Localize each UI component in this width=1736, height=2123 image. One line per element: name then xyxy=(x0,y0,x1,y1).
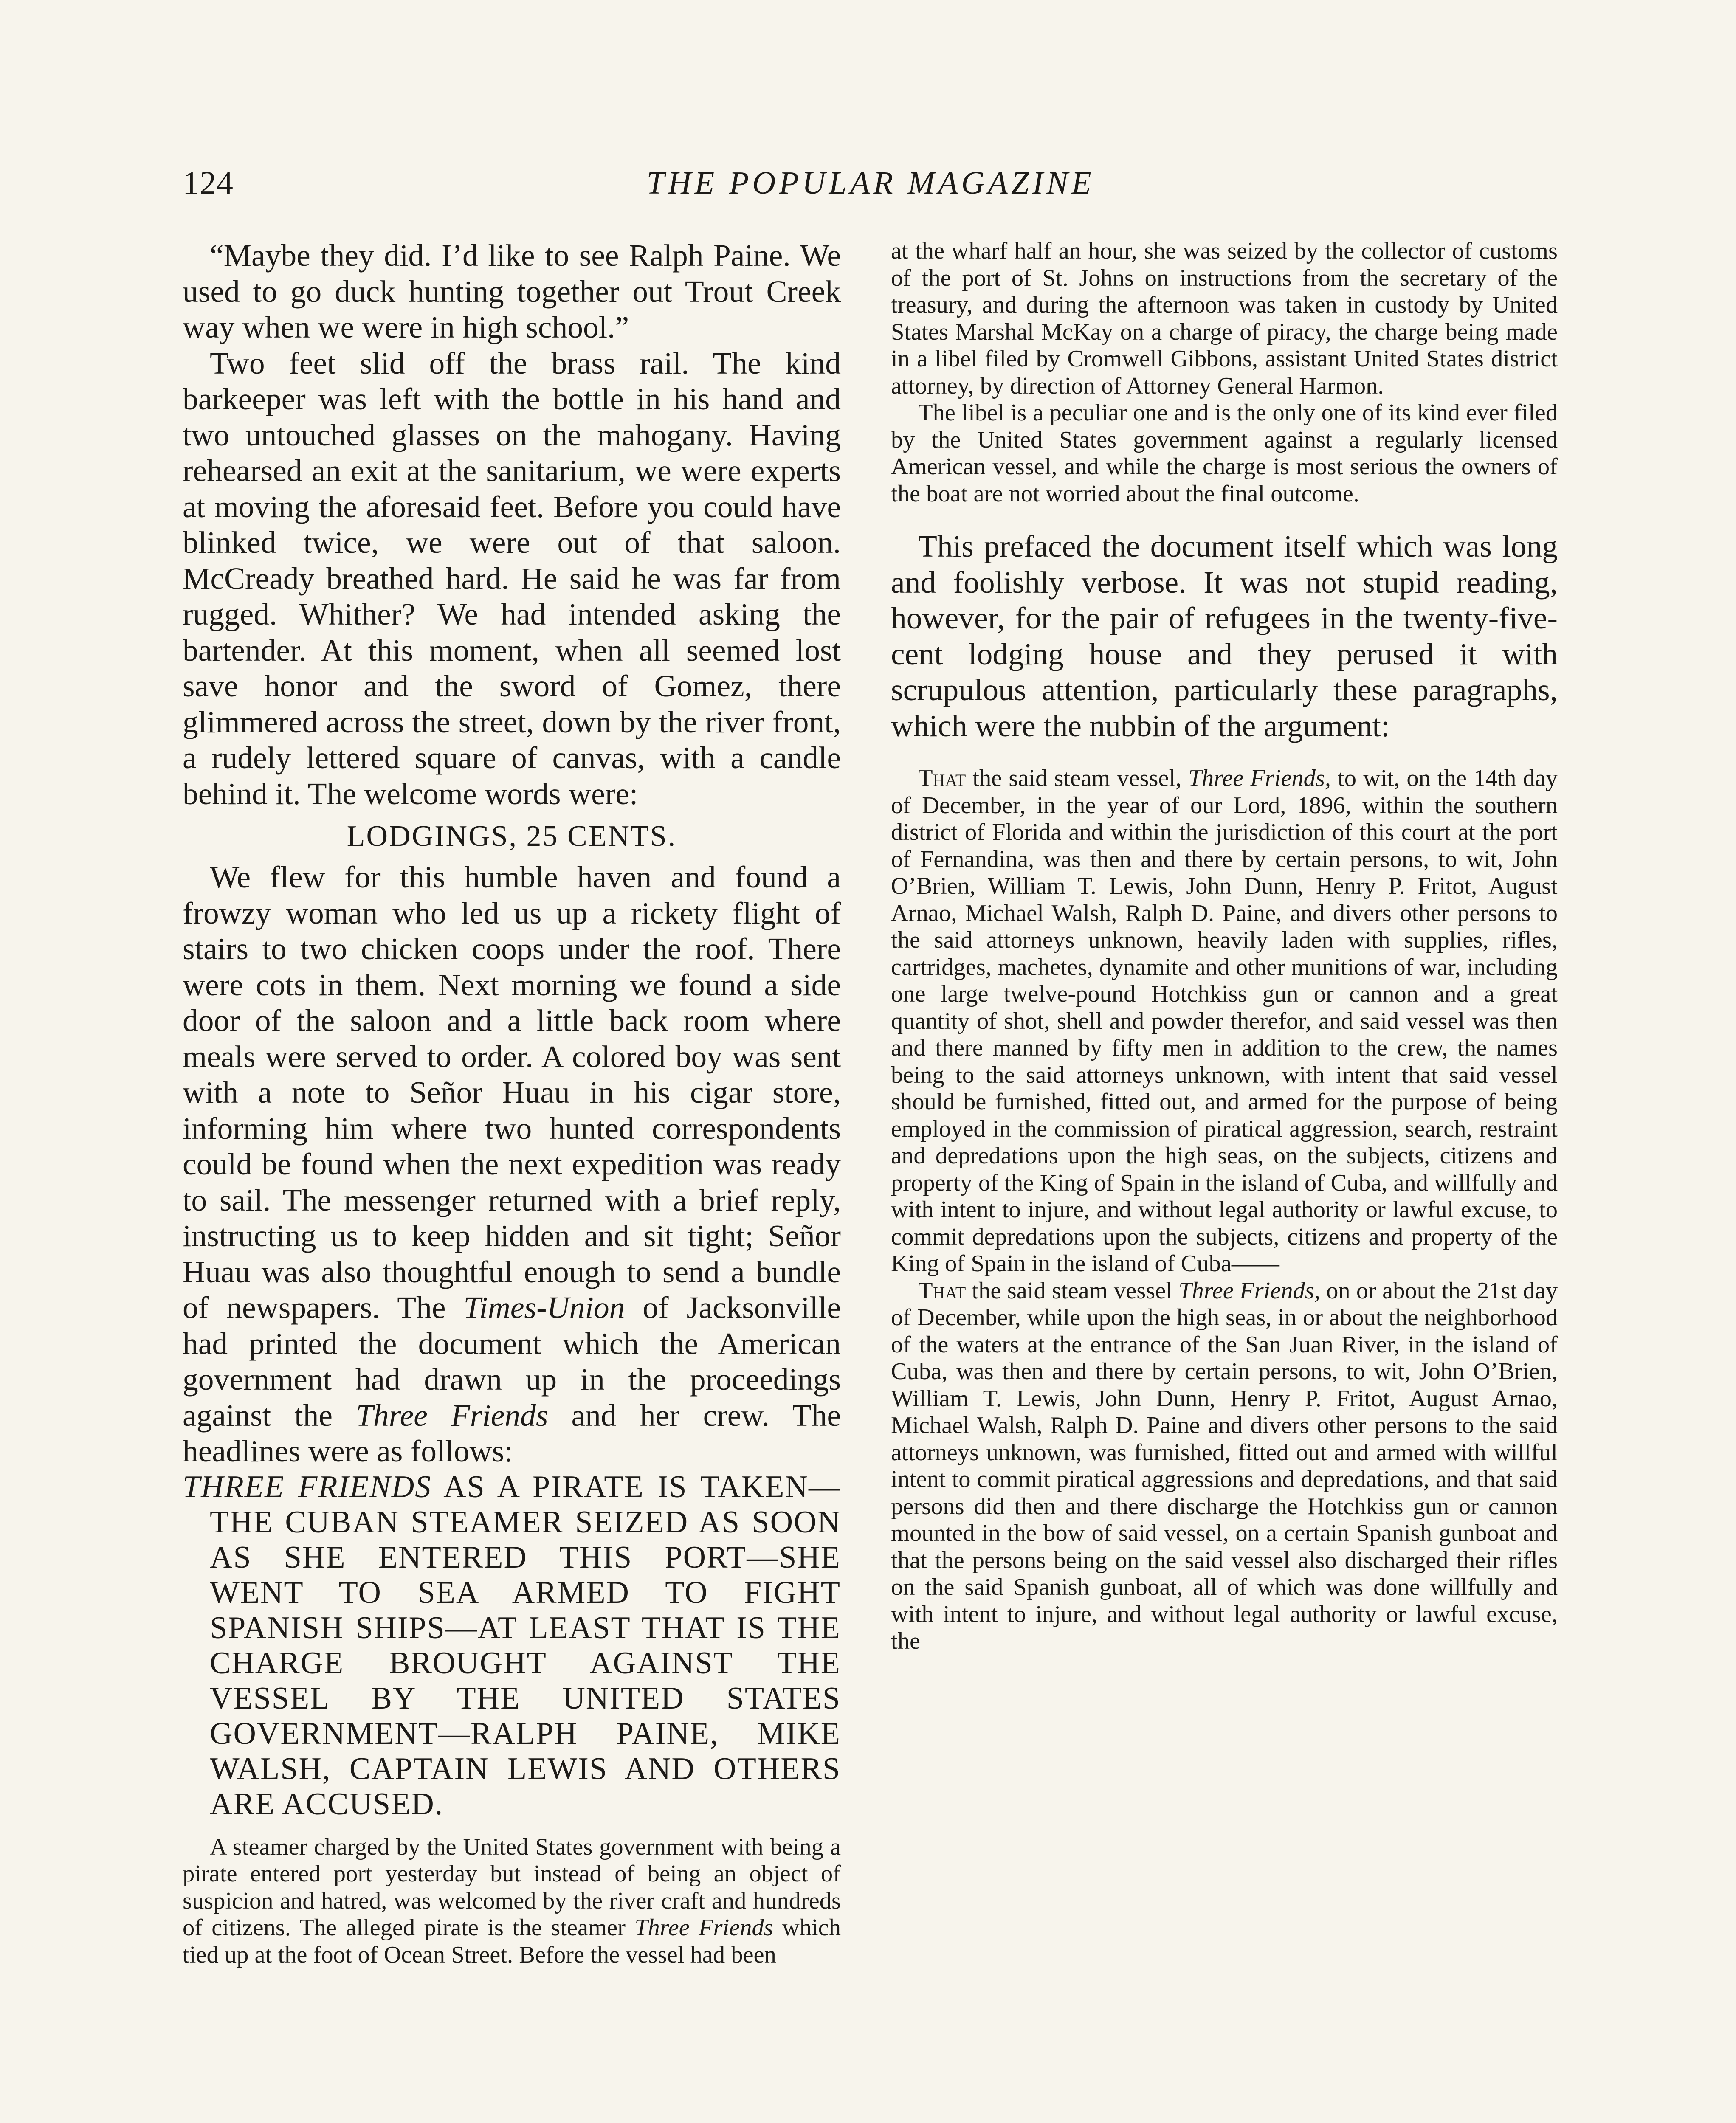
legal-paragraph-second: That the said steam vessel Three Friends, on or about the 21st day of December, while upon the high seas, in or about the neighborhood of the waters at the entrance of the San Juan River, in the island of Cuba, was then and there by certain persons, to wit, John O’Brien, William T. Lewis, John Dunn, Henry P. Fritot, August Arnao, Michael Walsh, Ralph D. Paine and divers other persons to the said attorneys unknown, was furnished, fitted out and armed with willful intent to commit piratical aggressions and depredations, and that said persons did then and there discharge the Hotchkiss gun or cannon mounted in the bow of said vessel, on a certain Spanish gunboat and that the persons being on the said vessel also discharged their rifles on the said Spanish gunboat, all of which was done willfully and with intent to injure, and without legal authority or lawful excuse, the xyxy=(891,1277,1558,1654)
that-word: That xyxy=(918,1277,966,1304)
left-column xyxy=(183,238,841,1968)
ship-name: Three Friends xyxy=(634,1915,773,1941)
page-number: 124 xyxy=(183,164,234,201)
ship-name: Three Friends, xyxy=(1178,1277,1320,1304)
magazine-title: THE POPULAR MAGAZINE xyxy=(646,165,1095,201)
right-column xyxy=(891,238,1558,1655)
newspaper-name: Times-Union xyxy=(463,1290,625,1325)
libel-paragraph: The libel is a peculiar one and is the only one of its kind ever filed by the United States government against a regularly licensed American vessel, and while the charge is most serious the owners of the boat are not worried about the final outcome. xyxy=(891,400,1558,507)
ship-name: Three Friends, xyxy=(1188,765,1331,791)
headline-ship-name: THREE FRIENDS xyxy=(183,1469,432,1504)
preface-paragraph: This prefaced the document itself which was long and foolishly verbose. It was not stupid reading, however, for the pair of refugees in the twenty-five-cent lodging house and they perused it with scrupulous attention, particularly these paragraphs, which were the nubbin of the argument: xyxy=(891,529,1558,743)
lodgings-sign: LODGINGS, 25 CENTS. xyxy=(347,820,677,853)
dialogue-paragraph: “Maybe they did. I’d like to see Ralph Paine. We used to go duck hunting together out Trout Creek way when we were in high school.” xyxy=(183,238,841,344)
legal-paragraph-first: That the said steam vessel, Three Friends, to wit, on the 14th day of December, in the year of our Lord, 1896, within the southern district of Florida and within the jurisdiction of this court at the port of Fernandina, was then and there by certain persons, to wit, John O’Brien, William T. Lewis, John Dunn, Henry P. Fritot, August Arnao, Michael Walsh, Ralph D. Paine, and divers other persons to the said attorneys unknown, heavily laden with supplies, rifles, cartridges, machetes, dynamite and other munitions of war, including one large twelve-pound Hotchkiss gun or cannon and a great quantity of shot, shell and powder therefor, and said vessel was then and there manned by fifty men in addition to the crew, the names being to the said attorneys unknown, with intent that said vessel should be furnished, fitted out, and armed for the purpose of being employed in the commission of piratical aggression, search, restraint and depredations upon the high seas, on the subjects, citizens and property of the King of Spain in the island of Cuba, and willfully and with intent to injure, and without legal authority or lawful excuse, to commit depredations upon the subjects, citizens and property of the King of Spain in the island of Cuba—— xyxy=(891,765,1558,1277)
that-word: That xyxy=(918,765,966,791)
lodging-paragraph: We flew for this humble haven and found a frowzy woman who led us up a rickety flight of stairs to two chicken coops under the roof. There were cots in them. Next morning we found a side door of the saloon and a little back room where meals were served to order. A colored boy was sent with a note to Señor Huau in his cigar store, informing him where two hunted correspondents could be found when the next expedition was ready to sail. The messenger returned with a brief reply, instructing us to keep hidden and sit tight; Señor Huau was also thoughtful enough to send a bundle of newspapers. The Times-Union of Jacksonville had printed the document which the American government had drawn up in the proceedings against the Three Friends and her crew. The headlines were as follows: xyxy=(183,860,841,1468)
saloon-paragraph: Two feet slid off the brass rail. The kind barkeeper was left with the bottle in his hand and two untouched glasses on the mahogany. Having rehearsed an exit at the sanitarium, we were experts at moving the aforesaid feet. Before you could have blinked twice, we were out of that saloon. McCready breathed hard. He said he was far from rugged. Whither? We had intended asking the bartender. At this moment, when all seemed lost save honor and the sword of Gomez, there glimmered across the street, down by the river front, a rudely lettered square of canvas, with a candle behind it. The welcome words were: xyxy=(183,346,841,811)
ship-name: Three Friends xyxy=(356,1398,548,1433)
newspaper-headlines: THREE FRIENDS AS A PIRATE IS TAKEN—THE CUBAN STEAMER SEIZED AS SOON AS SHE ENTERED THIS PORT—SHE WENT TO SEA ARMED TO FIGHT SPANISH SHIPS—AT LEAST THAT IS THE CHARGE BROUGHT AGAINST THE VESSEL BY THE UNITED STATES GOVERNMENT—RALPH PAINE, MIKE WALSH, CAPTAIN LEWIS AND OTHERS ARE ACCUSED. xyxy=(183,1469,841,1822)
news-article-paragraph: A steamer charged by the United States government with being a pirate entered port yesterday but instead of being an object of suspicion and hatred, was welcomed by the river craft and hundreds of citizens. The alleged pirate is the steamer Three Friends which tied up at the foot of Ocean Street. Before the vessel had been xyxy=(183,1833,841,1968)
running-head xyxy=(183,160,1558,211)
news-article-continued: at the wharf half an hour, she was seized by the collector of customs of the port of St. Johns on instructions from the secretary of the treasury, and during the afternoon was taken in custody by United States Marshal McKay on a charge of piracy, the charge being made in a libel filed by Cromwell Gibbons, assistant United States district attorney, by direction of Attorney General Harmon. xyxy=(891,238,1558,399)
